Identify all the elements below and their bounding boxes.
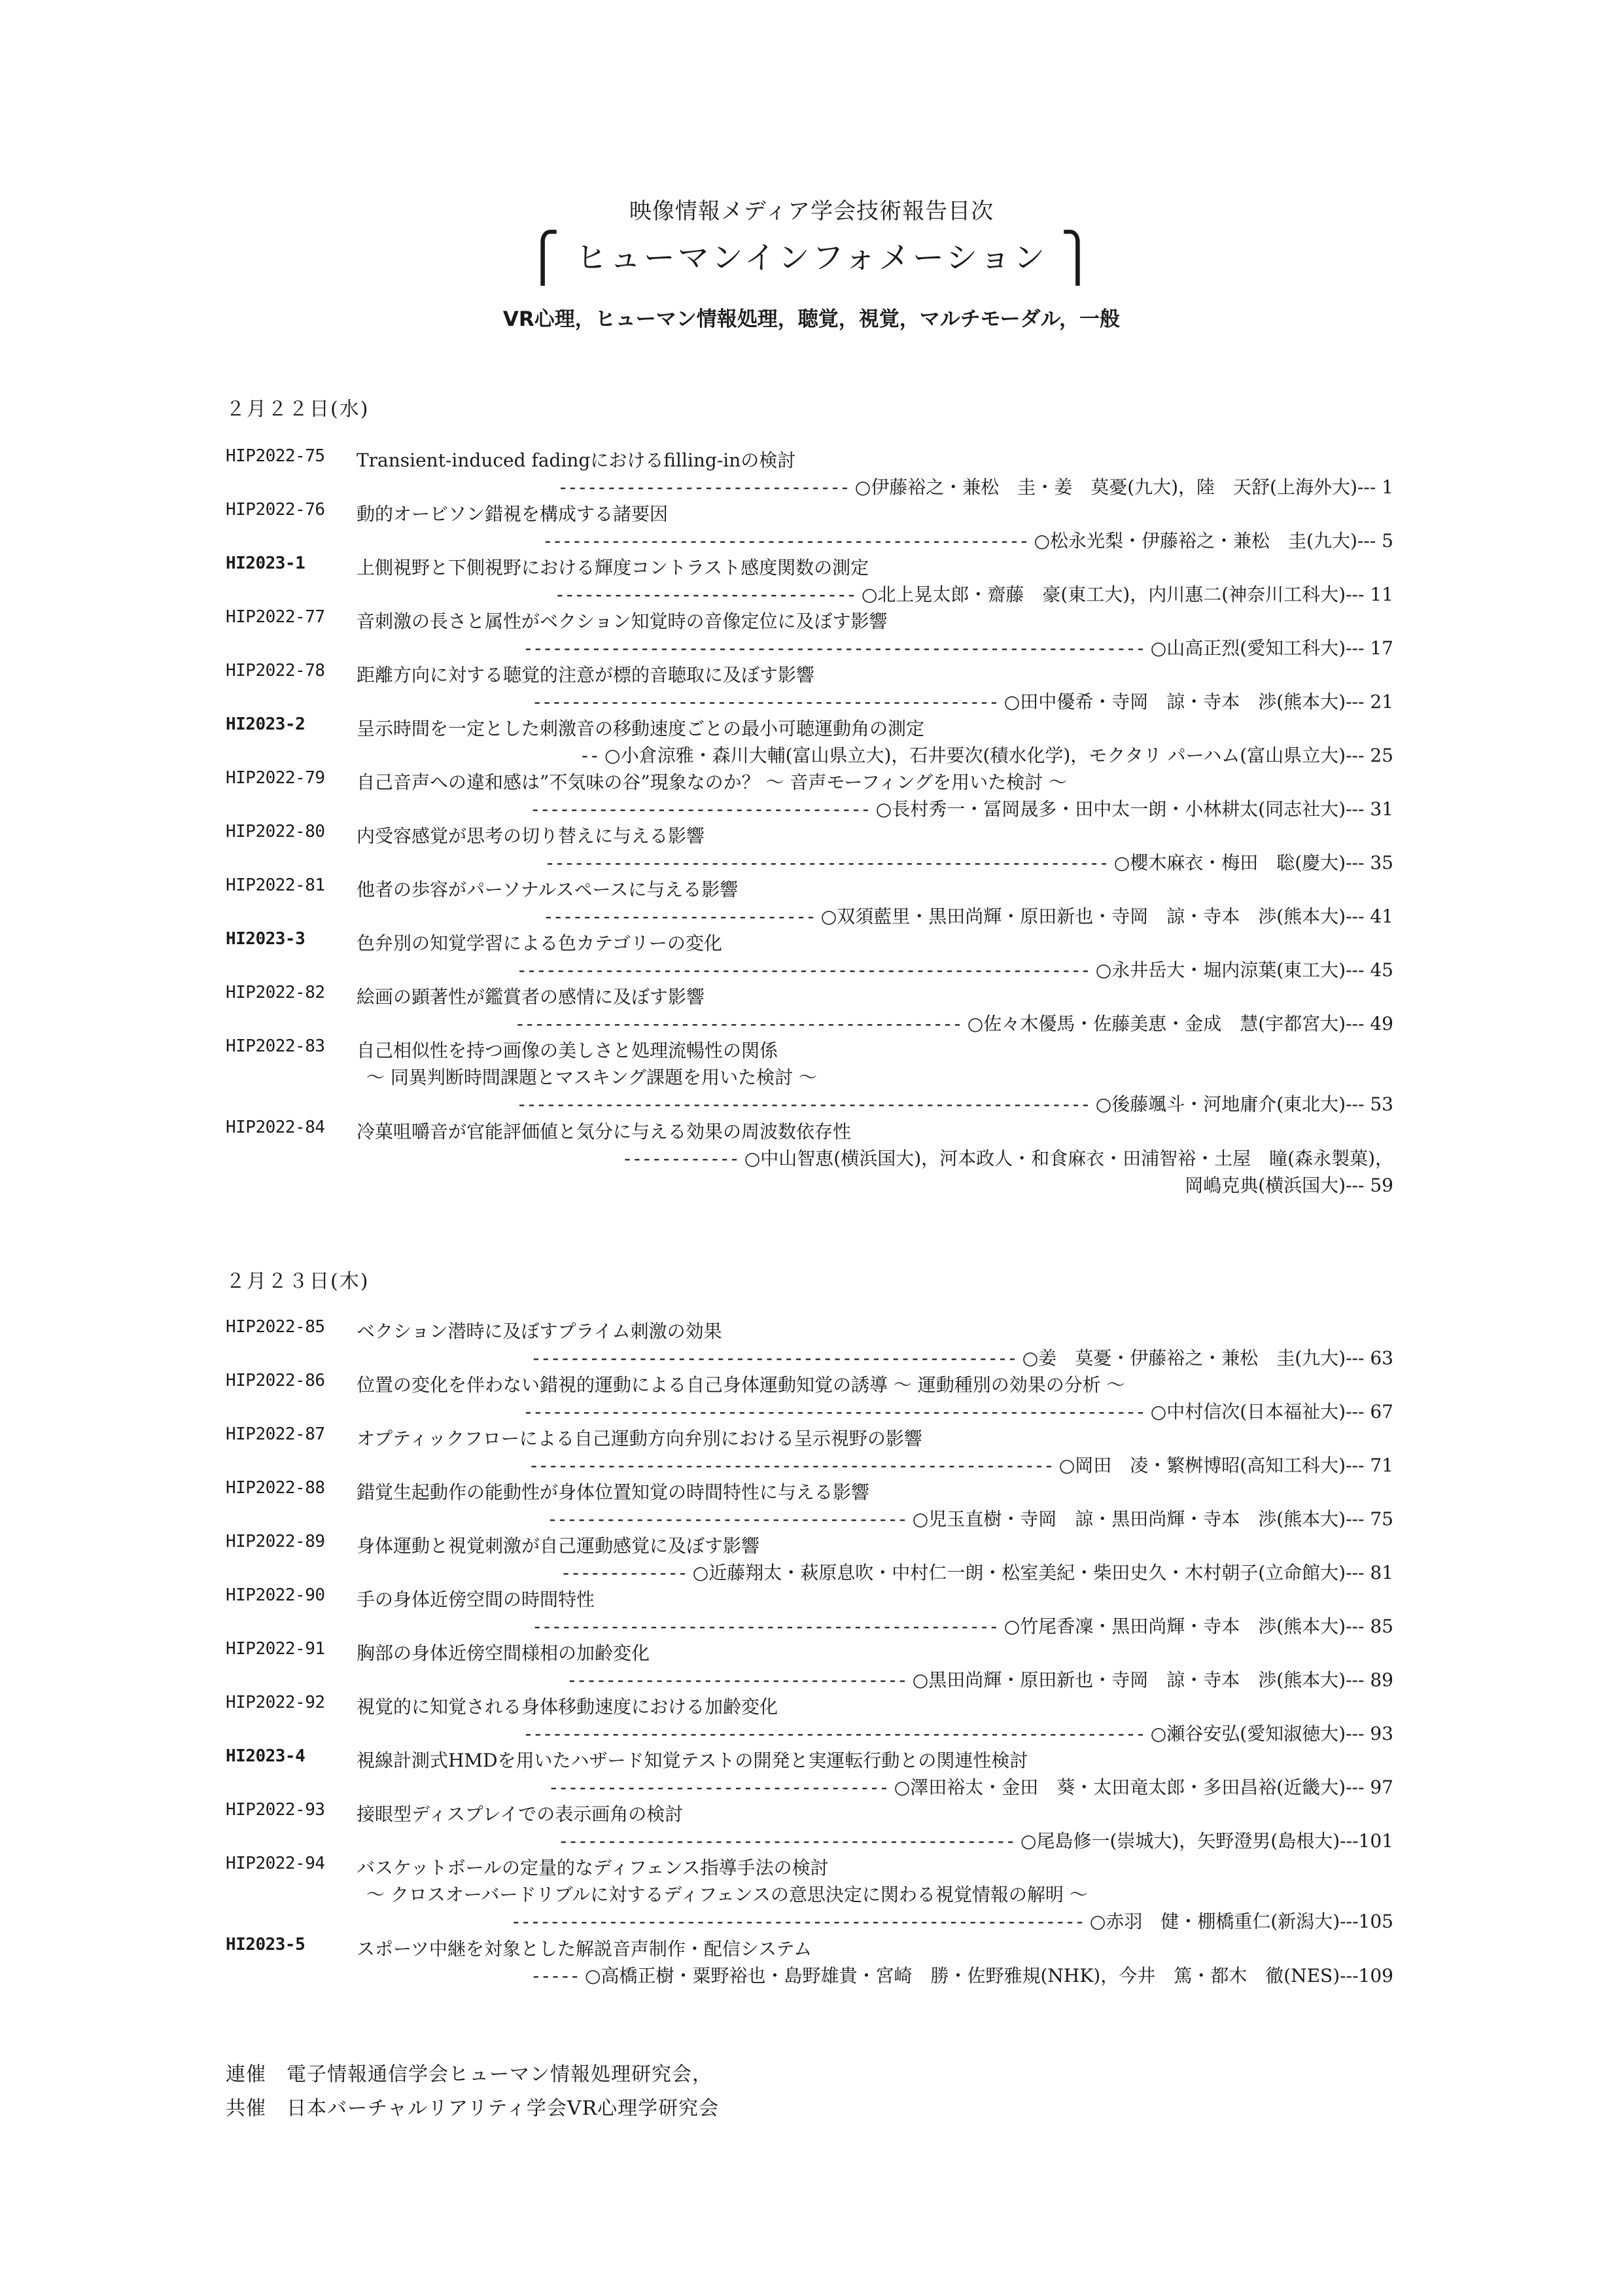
report-number: HIP2022-85 <box>226 1317 325 1337</box>
report-number: HIP2022-87 <box>226 1424 325 1444</box>
toc-entry <box>226 1746 1393 1800</box>
report-number: HIP2022-89 <box>226 1532 325 1551</box>
leader-dashes: ----------------------------------- <box>529 798 870 820</box>
report-number: HIP2022-83 <box>226 1036 325 1056</box>
authors-and-page: ○近藤翔太・萩原息吹・中村仁一朗・松室美紀・柴田史久・木村朝子(立命館大)--- 81 <box>692 1562 1393 1583</box>
toc-entry <box>226 661 1393 715</box>
author-line <box>548 1773 1393 1799</box>
paper-title: 視線計測式HMDを用いたハザード知覚テストの開発と実運転行動との関連性検討 <box>357 1750 1028 1771</box>
paper-title: 自己音声への違和感は”不気味の谷”現象なのか？ ～ 音声モーフィングを用いた検討 ～ <box>357 771 1068 793</box>
report-number: HIP2022-79 <box>226 768 325 788</box>
paper-title: 呈示時間を一定とした刺激音の移動速度ごとの最小可聴運動角の測定 <box>357 718 925 739</box>
paper-title: 絵画の顕著性が鑑賞者の感情に及ぼす影響 <box>357 986 705 1008</box>
report-number: HIP2022-86 <box>226 1371 325 1390</box>
leader-dashes: ----------------------------------------------------------- <box>510 1911 1084 1932</box>
author-line <box>523 634 1393 660</box>
report-number: HIP2022-81 <box>226 875 325 895</box>
author-line <box>516 956 1393 982</box>
day-heading-2: ２月２３日(木) <box>226 1270 370 1293</box>
toc-entry <box>226 554 1393 607</box>
paper-title: 上側視野と下側視野における輝度コントラスト感度関数の測定 <box>357 557 869 578</box>
co-host-line: 連催 電子情報通信学会ヒューマン情報処理研究会， <box>226 2063 712 2086</box>
leader-dashes: ----- <box>530 1965 580 1987</box>
toc-entry <box>226 1532 1393 1585</box>
report-number: HIP2022-90 <box>226 1585 325 1605</box>
leader-dashes: ------------ <box>621 1148 739 1169</box>
toc-entry <box>226 446 1393 500</box>
day1-entries <box>226 446 1393 1199</box>
toc-entry <box>226 607 1393 661</box>
day-heading-1: ２月２２日(水) <box>226 398 370 421</box>
report-number: HI2023-1 <box>226 554 305 573</box>
authors-and-page: ○尾島修一(崇城大)，矢野澄男(島根大)---101 <box>1021 1830 1393 1852</box>
paper-title: 距離方向に対する聴覚的注意が標的音聴取に及ぼす影響 <box>357 664 815 686</box>
paper-title: 接眼型ディスプレイでの表示画角の検討 <box>357 1803 684 1825</box>
paper-title: 手の身体近傍空間の時間特性 <box>357 1589 595 1610</box>
authors-and-page: ○長村秀一・冨岡晟多・田中太一朗・小林耕太(同志社大)--- 31 <box>875 798 1393 820</box>
authors-and-page: ○後藤颯斗・河地庸介(東北大)--- 53 <box>1095 1093 1393 1115</box>
authors-and-page: ○岡田 凌・繁桝博昭(高知工科大)--- 71 <box>1058 1455 1393 1476</box>
authors-and-page: ○田中優希・寺岡 諒・寺本 渉(熊本大)--- 21 <box>1003 691 1393 713</box>
leader-dashes: ----------------------------------------------- <box>557 1830 1015 1852</box>
authors-and-page: ○中山智恵(横浜国大)，河本政人・和食麻衣・田浦智裕・土屋 瞳(森永製菓)， <box>744 1148 1393 1169</box>
author-line <box>510 1907 1393 1934</box>
author-line <box>544 849 1393 875</box>
toc-entry <box>226 822 1393 875</box>
author-line <box>543 902 1393 928</box>
paper-title: 位置の変化を伴わない錯視的運動による自己身体運動知覚の誘導 ～ 運動種別の効果の分析 ～ <box>357 1374 1125 1396</box>
toc-entry <box>226 1371 1393 1424</box>
author-line <box>532 1612 1393 1638</box>
author-line <box>523 1398 1393 1424</box>
report-number: HIP2022-77 <box>226 607 325 627</box>
page-title: 映像情報メディア学会技術報告目次 <box>629 198 994 224</box>
report-number: HI2023-4 <box>226 1746 305 1766</box>
leader-dashes: ------------------------------------------------ <box>531 1616 998 1637</box>
leader-dashes: ------------- <box>560 1562 687 1583</box>
toc-entry <box>226 1036 1393 1118</box>
author-line <box>516 1090 1393 1116</box>
leader-dashes: ---------------------------------------------------------------- <box>523 1723 1145 1744</box>
toc-entry <box>226 1935 1393 1988</box>
leader-dashes: ---------------------------------------------------------------- <box>523 637 1145 659</box>
leader-dashes: ------------------------------------------------ <box>531 691 998 713</box>
left-bracket: ⎧ <box>525 230 563 285</box>
category-title <box>0 230 1623 285</box>
leader-dashes: ----------------------------------- <box>566 1669 907 1691</box>
paper-title: Transient-induced fadingにおけるfilling-inの検討 <box>357 450 796 471</box>
author-line <box>531 1962 1393 1988</box>
paper-subtitle: ～ 同異判断時間課題とマスキング課題を用いた検討 ～ <box>366 1067 817 1088</box>
author-line <box>580 741 1393 768</box>
paper-title: 身体運動と視覚刺激が自己運動感覚に及ぼす影響 <box>357 1535 760 1557</box>
paper-title: 自己相似性を持つ画像の美しさと処理流暢性の関係 <box>357 1040 778 1061</box>
authors-and-page: ○児玉直樹・寺岡 諒・黒田尚輝・寺本 渉(熊本大)--- 75 <box>912 1508 1393 1530</box>
paper-title: ベクション潜時に及ぼすプライム刺激の効果 <box>357 1320 722 1342</box>
paper-title: スポーツ中継を対象とした解説音声制作・配信システム <box>357 1938 812 1960</box>
day2-entries <box>226 1317 1393 1988</box>
author-line <box>558 1827 1393 1853</box>
co-sponsor-line: 共催 日本バーチャルリアリティ学会VR心理学研究会 <box>226 2097 720 2120</box>
author-line <box>554 580 1393 607</box>
report-number: HIP2022-92 <box>226 1693 325 1712</box>
topic-list: VR心理，ヒューマン情報処理，聴覚，視覚，マルチモーダル，一般 <box>502 308 1121 331</box>
report-number: HIP2022-76 <box>226 500 325 520</box>
report-number: HI2023-3 <box>226 929 305 949</box>
authors-and-page: ○赤羽 健・棚橋重仁(新潟大)---105 <box>1089 1911 1393 1932</box>
authors-and-page: ○永井岳大・堀内涼葉(東工大)--- 45 <box>1095 959 1393 981</box>
paper-title: 冷菓咀嚼音が官能評価値と気分に与える効果の周波数依存性 <box>357 1121 852 1142</box>
leader-dashes: ------------------------------------- <box>547 1508 907 1530</box>
report-number: HI2023-2 <box>226 715 305 734</box>
toc-entry <box>226 929 1393 983</box>
leader-dashes: ----------------------------------------------------------- <box>516 959 1090 981</box>
author-line <box>531 1344 1393 1370</box>
toc-entry <box>226 768 1393 822</box>
report-number: HIP2022-94 <box>226 1854 325 1873</box>
right-bracket: ⎫ <box>1060 230 1098 285</box>
paper-title: 音刺激の長さと属性がベクション知覚時の音像定位に及ぼす影響 <box>357 610 888 632</box>
report-number: HIP2022-84 <box>226 1118 325 1137</box>
authors-and-page: ○北上晃太郎・齋藤 豪(東工大)，内川惠二(神奈川工科大)--- 11 <box>861 584 1393 605</box>
authors-and-page: ○伊藤裕之・兼松 圭・姜 莫憂(九大)，陸 天舒(上海外大)--- 1 <box>854 476 1393 498</box>
paper-title: オプティックフローによる自己運動方向弁別における呈示視野の影響 <box>357 1428 922 1449</box>
toc-entry <box>226 1478 1393 1532</box>
author-line <box>622 1144 1393 1171</box>
leader-dashes: ----------------------------------- <box>548 1776 888 1798</box>
author-line <box>530 795 1393 821</box>
author-line <box>532 688 1393 714</box>
report-number: HIP2022-75 <box>226 446 325 466</box>
leader-dashes: ------------------------------ <box>557 476 849 498</box>
paper-title: 内受容感覚が思考の切り替えに与える影響 <box>357 825 705 847</box>
paper-title: 他者の歩容がパーソナルスペースに与える影響 <box>357 879 739 900</box>
leader-dashes: ---------------------------------------------- <box>514 1013 962 1034</box>
author-line <box>561 1559 1393 1585</box>
authors-and-page: ○双須藍里・黒田尚輝・原田新也・寺岡 諒・寺本 渉(熊本大)--- 41 <box>820 906 1393 927</box>
authors-and-page: ○中村信次(日本福祉大)--- 67 <box>1150 1401 1393 1422</box>
report-number: HIP2022-91 <box>226 1639 325 1659</box>
author-line <box>529 1451 1393 1477</box>
paper-subtitle: ～ クロスオーバードリブルに対するディフェンスの意思決定に関わる視覚情報の解明 ～ <box>366 1884 1088 1905</box>
authors-and-page: ○佐々木優馬・佐藤美恵・金成 慧(宇都宮大)--- 49 <box>967 1013 1393 1034</box>
leader-dashes: ------------------------------------------------------ <box>528 1455 1053 1476</box>
toc-entry <box>226 1424 1393 1478</box>
author-line <box>523 1720 1393 1746</box>
report-number: HIP2022-93 <box>226 1800 325 1820</box>
paper-title: 色弁別の知覚学習による色カテゴリーの変化 <box>357 932 722 954</box>
author-line <box>514 1010 1393 1036</box>
toc-entry <box>226 1800 1393 1854</box>
report-number: HIP2022-88 <box>226 1478 325 1498</box>
author-line <box>567 1666 1393 1692</box>
toc-entry <box>226 1317 1393 1371</box>
toc-entry <box>226 1693 1393 1746</box>
leader-dashes: -------------------------------------------------- <box>531 1347 1017 1369</box>
authors-and-page: ○瀬谷安弘(愛知淑徳大)--- 93 <box>1150 1723 1393 1744</box>
author-line <box>547 1505 1393 1531</box>
report-number: HI2023-5 <box>226 1935 305 1954</box>
author-line <box>557 473 1393 499</box>
toc-entry <box>226 715 1393 768</box>
leader-dashes: ----------------------------------------------------------- <box>516 1093 1090 1115</box>
toc-entry <box>226 1639 1393 1693</box>
category-label: ヒューマンインフォメーション <box>575 239 1048 276</box>
toc-entry <box>226 1118 1393 1199</box>
author-line <box>542 527 1393 553</box>
toc-entry <box>226 1854 1393 1935</box>
toc-entry <box>226 500 1393 554</box>
toc-entry <box>226 1585 1393 1639</box>
report-number: HIP2022-80 <box>226 822 325 841</box>
paper-title: 錯覚生起動作の能動性が身体位置知覚の時間特性に与える影響 <box>357 1481 870 1503</box>
leader-dashes: ---------------------------------------------------------- <box>544 852 1108 874</box>
report-number: HIP2022-78 <box>226 661 325 680</box>
authors-and-page: ○姜 莫憂・伊藤裕之・兼松 圭(九大)--- 63 <box>1022 1347 1393 1369</box>
leader-dashes: ------------------------------- <box>554 584 856 605</box>
paper-title: バスケットボールの定量的なディフェンス指導手法の検討 <box>357 1857 829 1879</box>
authors-and-page: ○松永光梨・伊藤裕之・兼松 圭(九大)--- 5 <box>1034 530 1393 552</box>
authors-and-page: ○竹尾香凜・黒田尚輝・寺本 渉(熊本大)--- 85 <box>1003 1616 1393 1637</box>
authors-and-page: ○澤田裕太・金田 葵・太田竜太郎・多田昌裕(近畿大)--- 97 <box>894 1776 1393 1798</box>
leader-dashes: -------------------------------------------------- <box>542 530 1028 552</box>
toc-entry <box>226 983 1393 1036</box>
authors-continued: 岡嶋克典(横浜国大)--- 59 <box>1185 1174 1393 1196</box>
authors-and-page: ○櫻木麻衣・梅田 聡(慶大)--- 35 <box>1113 852 1393 874</box>
authors-and-page: ○小倉涼雅・森川大輔(富山県立大)，石井要次(積水化学)，モクタリ パーハム(富山県立大)--- 25 <box>604 745 1393 766</box>
leader-dashes: ---------------------------------------------------------------- <box>523 1401 1145 1422</box>
leader-dashes: -- <box>579 745 599 766</box>
toc-entry <box>226 875 1393 929</box>
authors-and-page: ○高橋正樹・粟野裕也・島野雄貴・宮崎 勝・佐野雅規(NHK)，今井 篤・都木 徹(NES)---109 <box>585 1965 1393 1987</box>
report-number: HIP2022-82 <box>226 983 325 1002</box>
authors-and-page: ○黒田尚輝・原田新也・寺岡 諒・寺本 渉(熊本大)--- 89 <box>912 1669 1393 1691</box>
paper-title: 動的オービソン錯視を構成する諸要因 <box>357 503 669 525</box>
paper-title: 胸部の身体近傍空間様相の加齢変化 <box>357 1642 650 1664</box>
paper-title: 視覚的に知覚される身体移動速度における加齢変化 <box>357 1696 778 1718</box>
leader-dashes: ---------------------------- <box>542 906 815 927</box>
authors-and-page: ○山高正烈(愛知工科大)--- 17 <box>1150 637 1393 659</box>
